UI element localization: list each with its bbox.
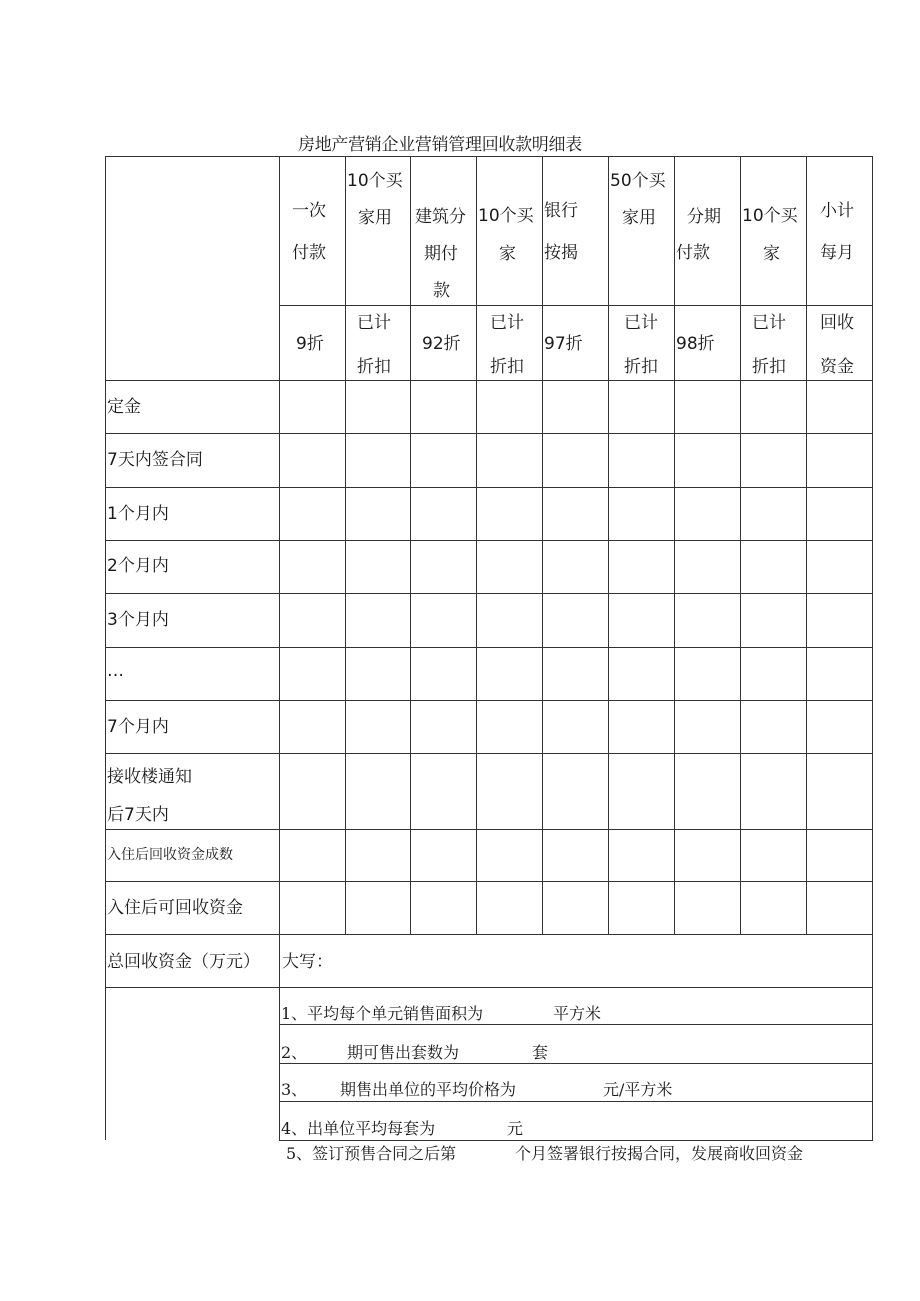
recovered-capital-line2: 资金 [820, 357, 854, 377]
note-5-tail: 个月签署银行按揭合同，发展商收回资金 [515, 1144, 804, 1163]
note-3-text: 期售出单位的平均价格为 [340, 1080, 517, 1099]
header-col5-line2: 按揭 [544, 243, 578, 263]
header-col8-line1: 10个买 [742, 206, 798, 226]
header-col7-line1: 分期 [687, 207, 721, 227]
row-label-handover-line1: 接收楼通知 [107, 767, 192, 787]
discount-92: 92折 [422, 334, 461, 354]
discount-9: 9折 [296, 334, 324, 354]
header-col6-line2: 家用 [622, 208, 656, 228]
page-title: 房地产营销企业营销管理回收款明细表 [298, 135, 582, 155]
header-col9-line2: 每月 [820, 243, 854, 263]
row-label-1-month: 1个月内 [107, 504, 169, 524]
counted-discount-1-line1: 已计 [357, 313, 391, 333]
header-col3-line2: 期付 [424, 244, 458, 264]
header-col2-line1: 10个买 [347, 171, 403, 191]
note-1-unit: 平方米 [553, 1004, 602, 1023]
header-col4-line1: 10个买 [478, 206, 534, 226]
row-label-7-months: 7个月内 [107, 717, 169, 737]
discount-98: 98折 [676, 334, 715, 354]
row-label-2-months: 2个月内 [107, 556, 169, 576]
counted-discount-4-line2: 折扣 [752, 357, 786, 377]
row-label-deposit: 定金 [107, 397, 141, 417]
counted-discount-2-line1: 已计 [490, 313, 524, 333]
note-4-text: 4、出单位平均每套为 [281, 1119, 436, 1138]
header-col7-line2: 付款 [676, 243, 710, 263]
note-2-unit: 套 [532, 1043, 549, 1062]
header-col3-line3: 款 [433, 281, 450, 301]
row-label-total-capital: 总回收资金（万元） [107, 952, 260, 972]
note-2-number: 2、 [281, 1043, 308, 1062]
counted-discount-2-line2: 折扣 [490, 357, 524, 377]
row-label-occupancy-ratio: 入住后回收资金成数 [107, 847, 233, 863]
header-col8-line2: 家 [763, 244, 780, 264]
counted-discount-4-line1: 已计 [752, 313, 786, 333]
row-label-contract-7days: 7天内签合同 [107, 450, 203, 470]
header-col5-line1: 银行 [544, 201, 578, 221]
row-label-ellipsis: … [107, 661, 124, 681]
note-1-text: 1、平均每个单元销售面积为 [281, 1004, 484, 1023]
discount-97: 97折 [544, 334, 583, 354]
header-col1-line2: 付款 [292, 243, 326, 263]
counted-discount-3-line2: 折扣 [624, 357, 658, 377]
note-5-text: 5、签订预售合同之后第 [286, 1144, 457, 1163]
header-col6-line1: 50个买 [610, 171, 666, 191]
header-col4-line2: 家 [499, 244, 516, 264]
header-col2-line2: 家用 [358, 208, 392, 228]
row-label-occupancy-capital: 入住后可回收资金 [107, 898, 243, 918]
total-capital-in-words: 大写： [282, 952, 333, 972]
header-col3-line1: 建筑分 [415, 207, 466, 227]
header-col9-line1: 小计 [820, 201, 854, 221]
note-3-unit: 元/平方米 [603, 1080, 673, 1099]
note-2-text: 期可售出套数为 [347, 1043, 460, 1062]
counted-discount-3-line1: 已计 [624, 313, 658, 333]
row-label-3-months: 3个月内 [107, 610, 169, 630]
recovered-capital-line1: 回收 [820, 313, 854, 333]
counted-discount-1-line2: 折扣 [357, 357, 391, 377]
note-4-unit: 元 [507, 1119, 524, 1138]
row-label-handover-line2: 后7天内 [107, 805, 169, 825]
note-3-number: 3、 [281, 1080, 308, 1099]
header-col1-line1: 一次 [292, 201, 326, 221]
